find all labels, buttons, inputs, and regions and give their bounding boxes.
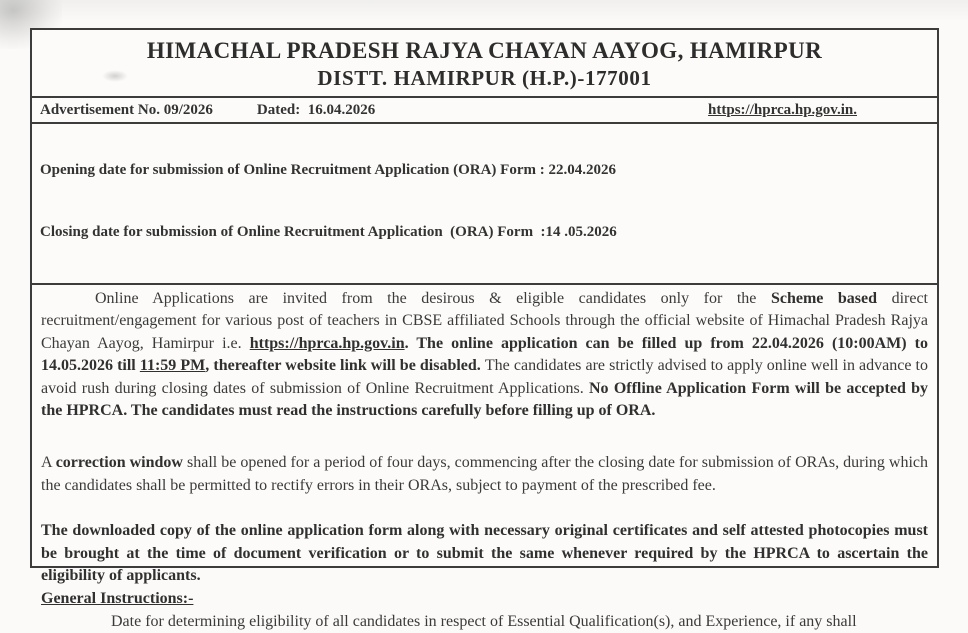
website-url: https://hprca.hp.gov.in.	[708, 101, 857, 118]
paragraph-eligibility-date: Date for determining eligibility of all candidates in respect of Essential Qualification(s), and Experience, if any shall	[111, 612, 857, 630]
org-address: DISTT. HAMIRPUR (H.P.)-177001	[317, 66, 652, 90]
opening-date-line: Opening date for submission of Online Recruitment Application (ORA) Form : 22.04.2026	[40, 162, 616, 178]
notice-document	[30, 28, 939, 630]
closing-date-line: Closing date for submission of Online Recruitment Application (ORA) Form :14 .05.2026	[40, 224, 617, 240]
submission-dates-row	[32, 124, 937, 285]
scan-top-shadow	[0, 0, 968, 22]
notice-body	[32, 285, 937, 633]
advertisement-date: Dated: 16.04.2026	[256, 101, 376, 118]
general-instructions-heading: General Instructions:-	[41, 590, 194, 608]
advertisement-row	[32, 98, 937, 124]
paragraph-document-verification: The downloaded copy of the online application form along with necessary original certificates and self attested photocopies must be brought at the time of document verification or to submit the same whenever required by the HPRCA to ascertain the eligibility of applicants.	[41, 522, 928, 585]
advertisement-number: Advertisement No. 09/2026	[40, 101, 213, 118]
org-title: HIMACHAL PRADESH RAJYA CHAYAN AAYOG, HAMIRPUR	[146, 38, 823, 63]
document-header	[32, 30, 937, 98]
paragraph-correction-window: A correction window shall be opened for a period of four days, commencing after the closing date for submission of ORAs, during which the candidates shall be permitted to rectify errors in their ORAs, subject to payment of the prescribed fee.	[41, 454, 929, 494]
paragraph-intro: Online Applications are invited from the desirous & eligible candidates only for the Scheme based direct recruitment/engagement for various post of teachers in CBSE affiliated Schools through the official website of Himachal Pradesh Rajya Chayan Aayog, Hamirpur i.e. https://hprca.hp.gov.in. The online application can be filled up from 22.04.2026 (10:00AM) to 14.05.2026 till 11:59 PM, thereafter website link will be disabled. The candidates are strictly advised to apply online well in advance to avoid rush during closing dates of submission of Online Recruitment Applications. No Offline Application Form will be accepted by the HPRCA. The candidates must read the instructions carefully before filling up of ORA.	[41, 290, 929, 420]
